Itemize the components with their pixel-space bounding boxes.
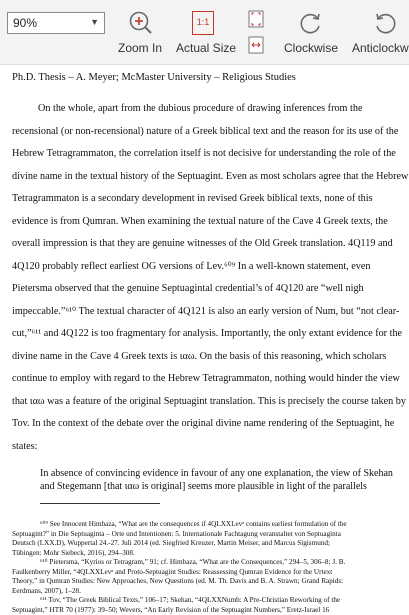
paragraph-line: evidence is from Qumran. When examining the textual nature of the Cave 4 Greek texts, the — [12, 215, 388, 227]
paragraph-line: impeccable.”⁶¹⁰ The textual character of 4Q121 is also an early version of Num, but “not clear- — [12, 305, 400, 317]
viewer-toolbar — [0, 0, 409, 65]
footnote-line: ⁶⁰⁹ See Innocent Himbaza, “What are the consequences if 4QLXXLevᵃ contains earliest formulation of the — [40, 520, 347, 528]
zoom-in-button[interactable] — [112, 0, 168, 64]
paragraph-line: states: — [12, 440, 38, 452]
rotate-anticlockwise-icon — [372, 10, 398, 36]
document-page — [0, 64, 409, 615]
rotate-anticlockwise-button[interactable] — [348, 0, 409, 64]
zoom-in-icon — [128, 10, 154, 36]
footnote-divider — [40, 503, 160, 504]
footnote-line: Theory,” in Qumran Studies: New Approaches, New Questions (ed. M. Th. Davis and B. A. Strawn; Grand Rapids: — [12, 577, 344, 585]
footnote-line: Faulkenberry Miller, “4QLXXLevᵃ and Proto-Septuagint Studies: Reassessing Qumran Evidence for the Urtext — [12, 567, 333, 576]
paragraph-line: continue to employ with regard to the Hebrew Tetragrammaton, nothing would hinder the view — [12, 373, 400, 384]
rotate-clockwise-icon — [298, 10, 324, 36]
paragraph-line: that ιαω was a feature of the original Septuagint translation. This is precisely the course taken by — [12, 395, 406, 407]
footnote-line: Eerdmans, 2007), 1–28. — [12, 586, 81, 595]
quote-line: and Stegemann [that ιαω is original] seems more plausible in light of the parallels — [40, 480, 367, 492]
paragraph-line: divine name in the textual history of the Septuagint. Even as most scholars agree that the Hebrew — [12, 170, 409, 182]
block-quote — [40, 468, 393, 493]
fit-page-icon — [248, 10, 264, 28]
chevron-down-icon: ▼ — [90, 17, 99, 27]
actual-size-icon: 1:1 — [192, 11, 214, 35]
paragraph-line: Tov. In the context of the debate over the original divine name rendering of the Septuagint, he — [12, 418, 395, 429]
footnote-line: ⁶¹¹ Tov, “The Greek Biblical Texts,” 106–17; Skehan, “4QLXXNumb: A Pre-Christian Reworking of the — [40, 596, 341, 604]
footnote-line: Septuagint?” in Die Septuaginta – Orte und Intentionen: 5. Internationale Fachtagung veranstaltet von Septuaginta — [12, 529, 341, 538]
zoom-level-select[interactable] — [7, 12, 105, 34]
anticlockwise-label: Anticlockw — [352, 41, 409, 55]
paragraph-line: Hebrew Tetragrammaton, the correlation itself is not decisive for understanding the role of the — [12, 148, 396, 159]
page-header: Ph.D. Thesis – A. Meyer; McMaster University – Religious Studies — [12, 72, 296, 83]
zoom-in-label: Zoom In — [118, 41, 163, 55]
footnote-line: Septuagint,” HTR 70 (1977): 39–50; Wevers, “An Early Revision of the Septuagint Numbers,” Eretz-Israel 16 — [12, 605, 330, 614]
paragraph-line: recensional (or non-recensional) nature of a Greek biblical text and the reason for its use of the — [12, 125, 399, 137]
zoom-level-value: 90% — [13, 16, 38, 30]
body-paragraph — [12, 98, 409, 458]
quote-line: In absence of convincing evidence in favour of any one explanation, the view of Skehan — [40, 468, 393, 479]
paragraph-line: cut,”⁶¹¹ and 4Q122 is too fragmentary for analysis. Importantly, the only extant evidence for the — [12, 328, 403, 339]
paragraph-line: Pietersma observed that the genuine Septuagintal credential’s of 4Q120 are “well nigh — [12, 283, 364, 294]
actual-size-button[interactable] — [172, 0, 238, 64]
actual-size-label: Actual Size — [176, 41, 237, 55]
paragraph-line: On the whole, apart from the dubious procedure of drawing inferences from the — [38, 103, 363, 114]
footnote-line: ⁶¹⁰ Pietersma, “Kyrios or Tetragram,” 91; cf. Himbaza, “What are the Consequences,” 294–5, 306–8; J. B. — [40, 558, 346, 566]
paragraph-line: 4Q120 probably reflect earliest OG versions of Lev.⁶⁰⁹ In a well-known statement, even — [12, 260, 371, 272]
fit-page-button[interactable] — [243, 0, 269, 64]
fit-width-icon[interactable] — [248, 36, 264, 54]
footnotes — [12, 520, 402, 615]
rotate-clockwise-button[interactable] — [278, 0, 344, 64]
paragraph-line: overall impression is that they are genuine witnesses of the Old Greek translation. 4Q119 and — [12, 238, 393, 249]
footnote-line: Deutsch (LXX.D), Wuppertal 24.-27. Juli 2014 (ed. Siegfried Kreuzer, Martin Meiser, and Marcus Sigismund; — [12, 539, 330, 547]
paragraph-line: Tetragrammaton is a secondary development in revised Greek biblical texts, none of this — [12, 193, 373, 204]
clockwise-label: Clockwise — [284, 41, 339, 55]
footnote-line: Tübingen: Mohr Siebeck, 2016), 294–308. — [12, 548, 135, 557]
paragraph-line: divine name in the Cave 4 Greek texts is ιαω. On the basis of this reasoning, which scholars — [12, 350, 387, 362]
